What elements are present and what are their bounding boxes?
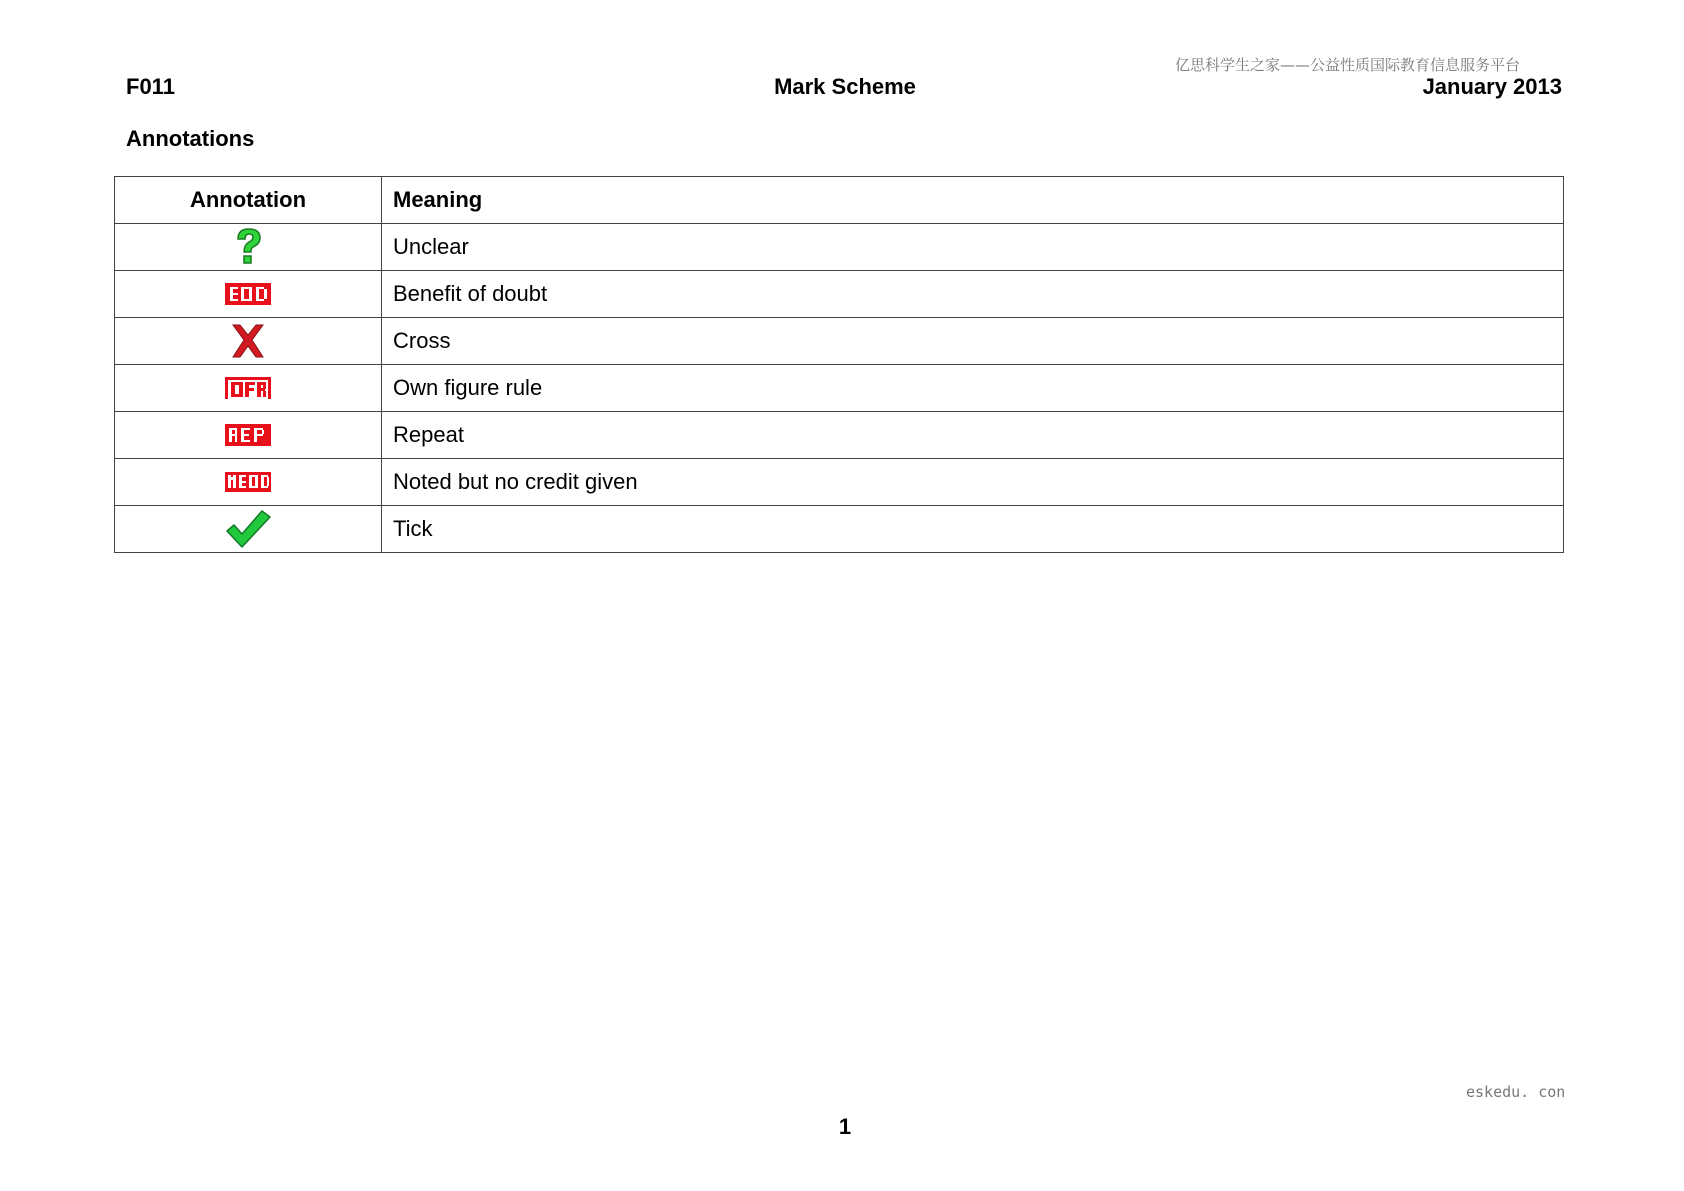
- section-title: Annotations: [126, 126, 255, 151]
- ofr-stamp-icon: [224, 366, 272, 410]
- meaning-cell: Tick: [382, 506, 1564, 553]
- annotation-cell: [115, 318, 382, 365]
- watermark-top: 亿思科学生之家——公益性质国际教育信息服务平台: [1175, 56, 1521, 74]
- table-row: [115, 506, 1564, 553]
- table-row: [115, 224, 1564, 271]
- nbod-stamp-icon: [224, 460, 272, 504]
- tick-icon: [224, 507, 272, 551]
- meaning-cell: Repeat: [382, 412, 1564, 459]
- annotation-cell: [115, 224, 382, 271]
- exam-date: January 2013: [1422, 74, 1562, 99]
- table-row: [115, 271, 1564, 318]
- annotations-table: [114, 176, 1564, 553]
- annotation-cell: [115, 271, 382, 318]
- table-row: [115, 318, 1564, 365]
- column-header-meaning: Meaning: [382, 177, 1564, 224]
- cross-icon: [224, 319, 272, 363]
- table-header-row: [115, 177, 1564, 224]
- table-row: [115, 412, 1564, 459]
- table-row: [115, 365, 1564, 412]
- watermark-bottom: eskedu. con: [1466, 1083, 1566, 1101]
- paper-code: F011: [126, 74, 175, 99]
- question-mark-icon: [224, 225, 272, 269]
- annotation-cell: [115, 365, 382, 412]
- document-title: Mark Scheme: [774, 74, 916, 99]
- meaning-cell: Noted but no credit given: [382, 459, 1564, 506]
- table-row: [115, 459, 1564, 506]
- rep-stamp-icon: [224, 413, 272, 457]
- meaning-cell: Cross: [382, 318, 1564, 365]
- meaning-cell: Unclear: [382, 224, 1564, 271]
- annotation-cell: [115, 506, 382, 553]
- annotation-cell: [115, 412, 382, 459]
- annotation-cell: [115, 459, 382, 506]
- bod-stamp-icon: [224, 272, 272, 316]
- meaning-cell: Own figure rule: [382, 365, 1564, 412]
- page-number: 1: [838, 1114, 852, 1139]
- meaning-cell: Benefit of doubt: [382, 271, 1564, 318]
- column-header-annotation: Annotation: [115, 177, 382, 224]
